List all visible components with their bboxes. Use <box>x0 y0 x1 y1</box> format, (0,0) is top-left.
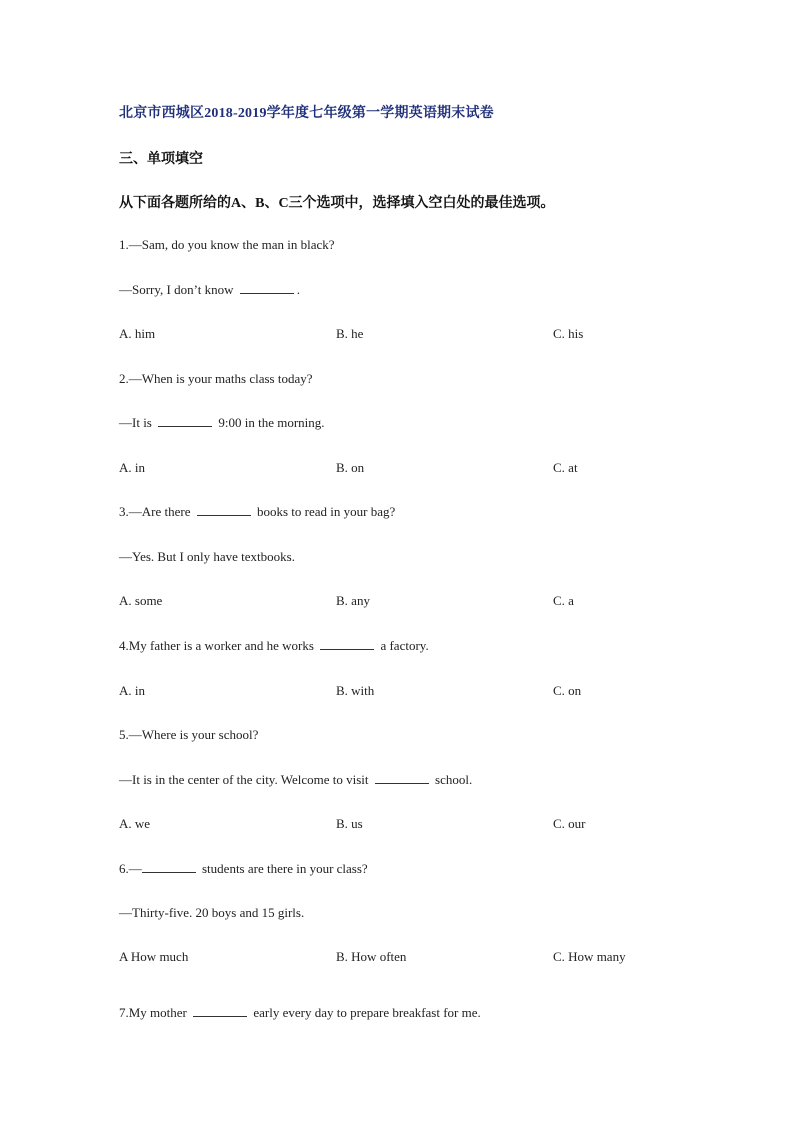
question-2-option-c: C. at <box>553 460 578 475</box>
question-1-line-2: —Sorry, I don’t know . <box>119 282 300 297</box>
question-5-option-a: A. we <box>119 816 151 831</box>
question-6-option-c: C. How many <box>553 949 626 964</box>
question-3-option-a: A. some <box>119 593 163 608</box>
answer-blank <box>193 1006 247 1017</box>
question-7-line-1: 7.My mother early every day to prepare breakfast for me. <box>119 1005 481 1020</box>
question-2-option-a: A. in <box>119 460 145 475</box>
document-title: 北京市西城区2018-2019学年度七年级第一学期英语期末试卷 <box>119 106 494 121</box>
question-4-option-b: B. with <box>336 683 375 698</box>
question-1-option-c: C. his <box>553 326 584 341</box>
question-4-option-a: A. in <box>119 683 145 698</box>
question-3-line-2: —Yes. But I only have textbooks. <box>119 549 295 564</box>
instructions: 从下面各题所给的A、B、C三个选项中，选择填入空白处的最佳选项。 <box>119 196 555 211</box>
question-1-option-b: B. he <box>336 326 364 341</box>
answer-blank <box>240 283 294 294</box>
question-6-option-a: A How much <box>119 949 189 964</box>
answer-blank <box>158 416 212 427</box>
question-5-option-c: C. our <box>553 816 586 831</box>
question-6-line-2: —Thirty-five. 20 boys and 15 girls. <box>119 905 305 920</box>
question-4-option-c: C. on <box>553 683 582 698</box>
question-5-line-1: 5.—Where is your school? <box>119 727 259 742</box>
question-2-line-1: 2.—When is your maths class today? <box>119 371 313 386</box>
question-1-option-a: A. him <box>119 326 156 341</box>
question-5-line-2: —It is in the center of the city. Welcome to visit school. <box>119 772 473 787</box>
question-6-option-b: B. How often <box>336 949 407 964</box>
question-2-option-b: B. on <box>336 460 365 475</box>
question-2-line-2: —It is 9:00 in the morning. <box>119 415 325 430</box>
section-heading: 三、单项填空 <box>119 152 203 167</box>
answer-blank <box>375 773 429 784</box>
question-4-line-1: 4.My father is a worker and he works a factory. <box>119 638 429 653</box>
question-3-option-b: B. any <box>336 593 370 608</box>
question-3-option-c: C. a <box>553 593 574 608</box>
answer-blank <box>197 505 251 516</box>
answer-blank <box>142 862 196 873</box>
answer-blank <box>320 639 374 650</box>
question-6-line-1: 6.— students are there in your class? <box>119 861 368 876</box>
question-3-line-1: 3.—Are there books to read in your bag? <box>119 504 396 519</box>
question-5-option-b: B. us <box>336 816 363 831</box>
question-1-line-1: 1.—Sam, do you know the man in black? <box>119 237 335 252</box>
